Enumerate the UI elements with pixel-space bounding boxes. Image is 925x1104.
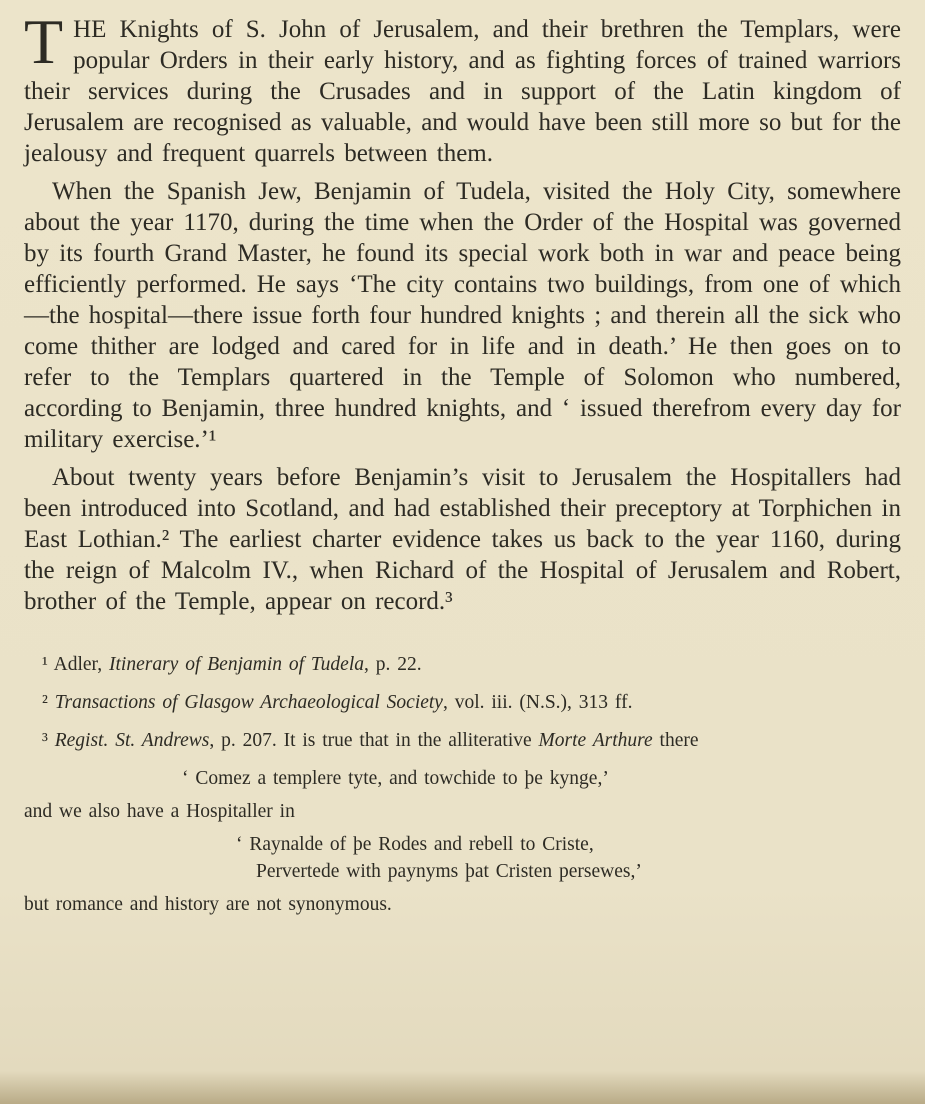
footnote-2-ref: , vol. iii. (N.S.), 313 ff. — [442, 692, 633, 713]
paragraph-1-text: HE Knights of S. John of Jerusalem, and their brethren the Templars, were popular Orders in their early history, and as fighting forces of trained warriors their services during the Crusades and in support of the Latin kingdom of Jerusalem are recognised as valuable, and would have been still more so but for the jealousy and frequent quarrels between them. — [24, 16, 901, 167]
paragraph-3: About twenty years before Benjamin’s visit to Jerusalem the Hospitallers had been introduced into Scotland, and had established their preceptory at Torphichen in East Lothian.² The earliest charter evidence takes us back to the year 1160, during the reign of Malcolm IV., when Richard of the Hospital of Jerusalem and Robert, brother of the Temple, appear on record.³ — [24, 464, 901, 615]
footnote-verse-3: Pervertede with paynyms þat Cristen persewes,’ — [256, 861, 642, 882]
paragraph-2: When the Spanish Jew, Benjamin of Tudela, visited the Holy City, somewhere about the year 1170, during the time when the Order of the Hospital was governed by its fourth Grand Master, he found its special work both in war and peace being efficiently performed. He says ‘The city contains two buildings, from one of which—the hospital—there issue forth four hundred knights ; and therein all the sick who come thither are lodged and cared for in life and in death.’ He then goes on to refer to the Templars quartered in the Temple of Solomon who numbered, according to Benjamin, three hundred knights, and ‘ issued therefrom every day for military exercise.’¹ — [24, 178, 902, 453]
footnote-3 — [24, 727, 901, 754]
footnote-3-marker-text: ³ — [42, 730, 55, 751]
footnote-3-title-1: Regist. St. Andrews — [54, 730, 210, 751]
footnote-2-marker-text: ² — [42, 692, 55, 713]
footnote-2-title: Transactions of Glasgow Archaeological Society — [54, 692, 443, 713]
footnote-1-title: Itinerary of Benjamin of Tudela — [109, 654, 364, 675]
footnote-2 — [24, 689, 901, 716]
footnote-plain-line: and we also have a Hospitaller in — [24, 801, 295, 822]
footnote-3-title-2: Morte Arthure — [538, 730, 653, 751]
footnote-3-mid: , p. 207. It is true that in the alliterative — [209, 730, 539, 751]
footnote-verse-1: ‘ Comez a templere tyte, and towchide to þe kynge,’ — [182, 768, 609, 789]
drop-cap: T — [24, 6, 64, 77]
footnote-last-line: but romance and history are not synonymous. — [24, 894, 392, 915]
footnote-3-end: there — [652, 730, 699, 751]
footnote-verse-2: ‘ Raynalde of þe Rodes and rebell to Criste, — [236, 834, 594, 855]
footnotes-section — [24, 651, 901, 918]
footnote-1-marker-text: ¹ Adler, — [42, 654, 110, 675]
paragraph-1 — [24, 6, 901, 169]
footnote-1 — [24, 651, 901, 678]
footnote-1-ref: , p. 22. — [364, 654, 422, 675]
